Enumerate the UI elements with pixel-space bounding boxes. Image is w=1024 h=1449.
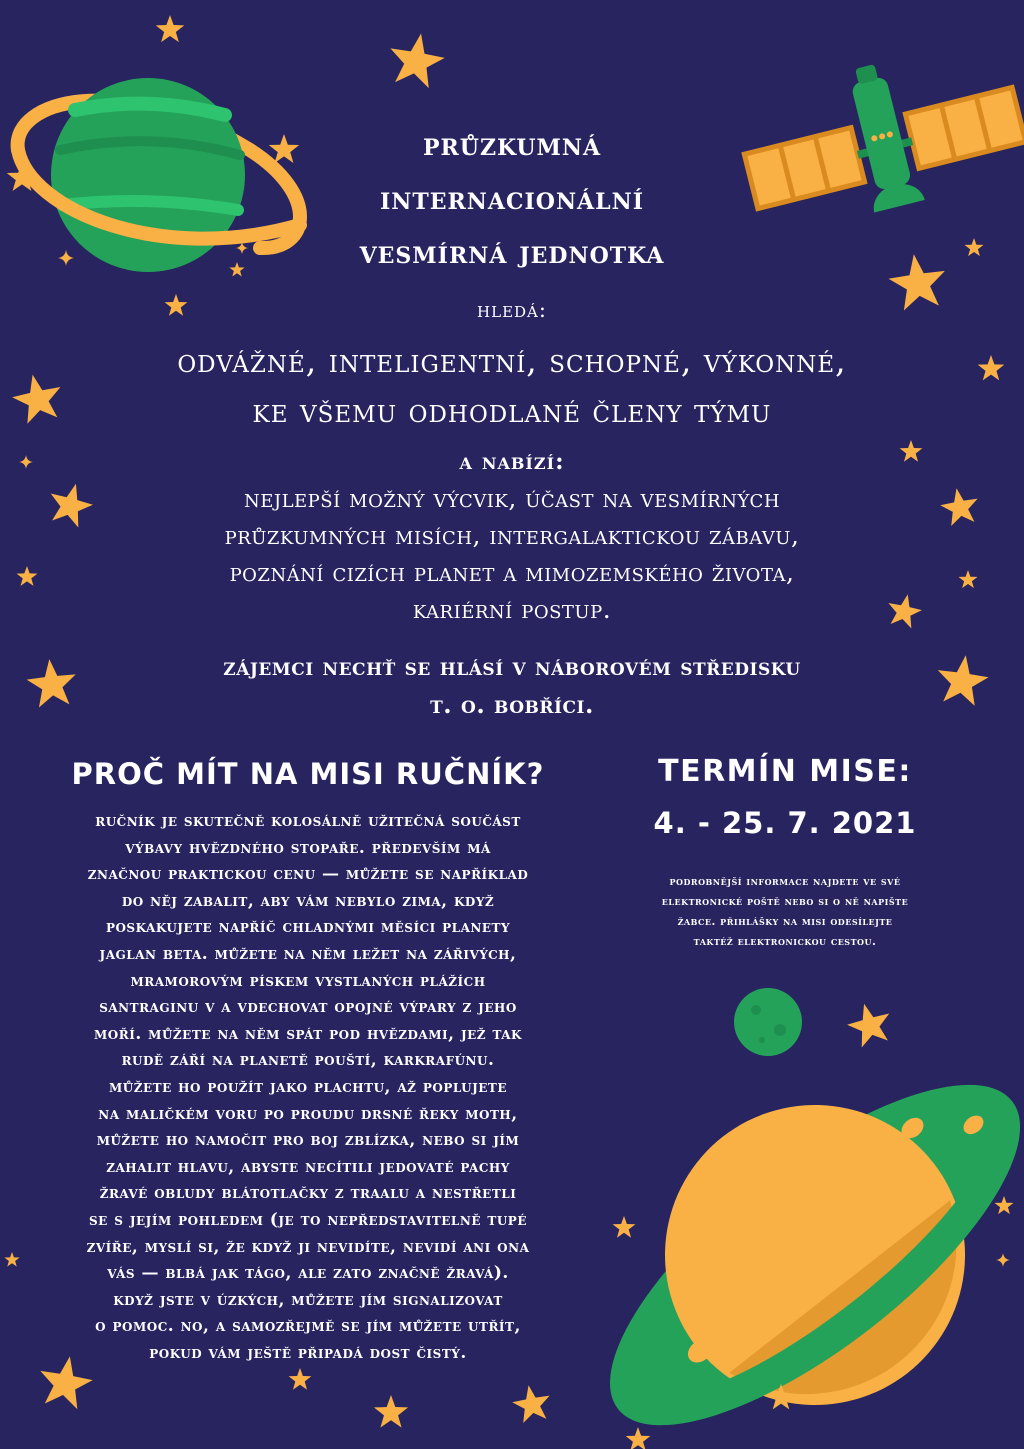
mission-term-heading: TERMÍN MISE: <box>658 754 912 789</box>
contact-text <box>0 648 1024 724</box>
mission-info-line: podrobnější informace najdete ve své <box>669 875 901 888</box>
towel-line: můžete ho namočit pro boj zblízka, nebo si jím <box>96 1130 520 1151</box>
towel-line: o pomoc. no, a samozřejmě se jím můžete utřít, <box>95 1316 521 1337</box>
star-icon <box>843 998 896 1050</box>
towel-line: na maličkém voru po proudu drsné řeky moth, <box>98 1103 518 1124</box>
towel-line: značnou praktickou cenu — můžete se například <box>87 864 529 885</box>
seeks-line: ke všemu odhodlané členy týmu <box>252 391 772 430</box>
offers-line: poznání cizích planet a mimozemského života, <box>229 558 795 587</box>
star-icon <box>156 15 185 42</box>
towel-line: santraginu v a vdechovat opojné výpary z jeho <box>99 997 517 1018</box>
towel-line: zvíře, myslí si, že když ji nevidíte, nevidí ani ona <box>86 1236 530 1257</box>
mission-date: 4. - 25. 7. 2021 <box>653 806 917 840</box>
mission-info <box>640 872 930 952</box>
towel-text <box>28 808 588 1366</box>
towel-line: poskakujete napříč chladnými měsíci planety <box>105 917 511 938</box>
towel-line: do něj zabalit, aby vám nebylo zima, když <box>121 890 495 911</box>
star-icon <box>385 29 448 90</box>
title-line: internacionální <box>379 181 644 217</box>
towel-heading: PROČ MÍT NA MISI RUČNÍK? <box>71 757 545 791</box>
page-title <box>0 118 1024 280</box>
towel-line: se s jejím pohledem (je to nepředstavitelně tupé <box>89 1209 527 1230</box>
contact-line: zájemci nechť se hlásí v náborovém středisku <box>223 652 801 681</box>
title-line: vesmírná jednotka <box>359 235 665 271</box>
seeks-text <box>0 336 1024 436</box>
towel-line: žravé obludy blátotlačky z traalu a nestřetli <box>99 1183 517 1204</box>
star-icon <box>626 1427 651 1449</box>
title-line: průzkumná <box>422 127 602 163</box>
towel-line: ručník je skutečně kolosálně užitečná součást <box>95 811 521 831</box>
mission-info-line: taktéž elektronickou cestou. <box>693 935 877 948</box>
offers-line: nejlepší možný výcvik, účast na vesmírných <box>243 484 781 513</box>
towel-line: mramorovým pískem vystlaných plážích <box>130 970 486 991</box>
star-icon <box>4 1252 19 1266</box>
offers-line: kariérní postup. <box>412 595 612 624</box>
towel-line: moří. můžete na něm spát pod hvězdami, jež tak <box>94 1023 522 1044</box>
offers-text <box>0 480 1024 628</box>
towel-line: zahalit hlavu, abyste necítili jedovaté pachy <box>106 1156 510 1177</box>
moon-illustration <box>734 988 802 1056</box>
mission-info-line: žabce. přihlášky na misi odesílejte <box>677 915 893 928</box>
contact-line: t. o. bobříci. <box>430 690 594 719</box>
mission-info-line: elektronické poště nebo si o ně napište <box>661 895 909 908</box>
sparkle-icon <box>996 1253 1010 1267</box>
seeks-line: odvážné, inteligentní, schopné, výkonné, <box>177 341 847 380</box>
star-icon <box>510 1382 554 1424</box>
towel-line: když jste v úzkých, můžete jím signalizovat <box>113 1289 503 1310</box>
seeks-label: hledá: <box>477 298 547 322</box>
star-icon <box>613 1216 636 1238</box>
towel-line: pokud vám ještě připadá dost čistý. <box>149 1342 467 1363</box>
towel-line: výbavy hvězdného stopaře. především má <box>125 837 491 858</box>
star-icon <box>289 1368 312 1390</box>
towel-line: jaglan beta. můžete na něm ležet na zářivých, <box>99 943 517 964</box>
offers-line: průzkumných misích, intergalaktickou zábavu, <box>224 521 800 550</box>
star-icon <box>374 1395 408 1428</box>
towel-line: vás — blbá jak tágo, ale zato značně žravá). <box>107 1263 509 1284</box>
towel-line: můžete ho použít jako plachtu, až poplujete <box>108 1076 507 1097</box>
offers-label: a nabízí: <box>459 448 565 475</box>
towel-line: rudě září na planetě pouští, karkrafúnu. <box>121 1050 495 1071</box>
star-icon <box>995 1196 1014 1214</box>
